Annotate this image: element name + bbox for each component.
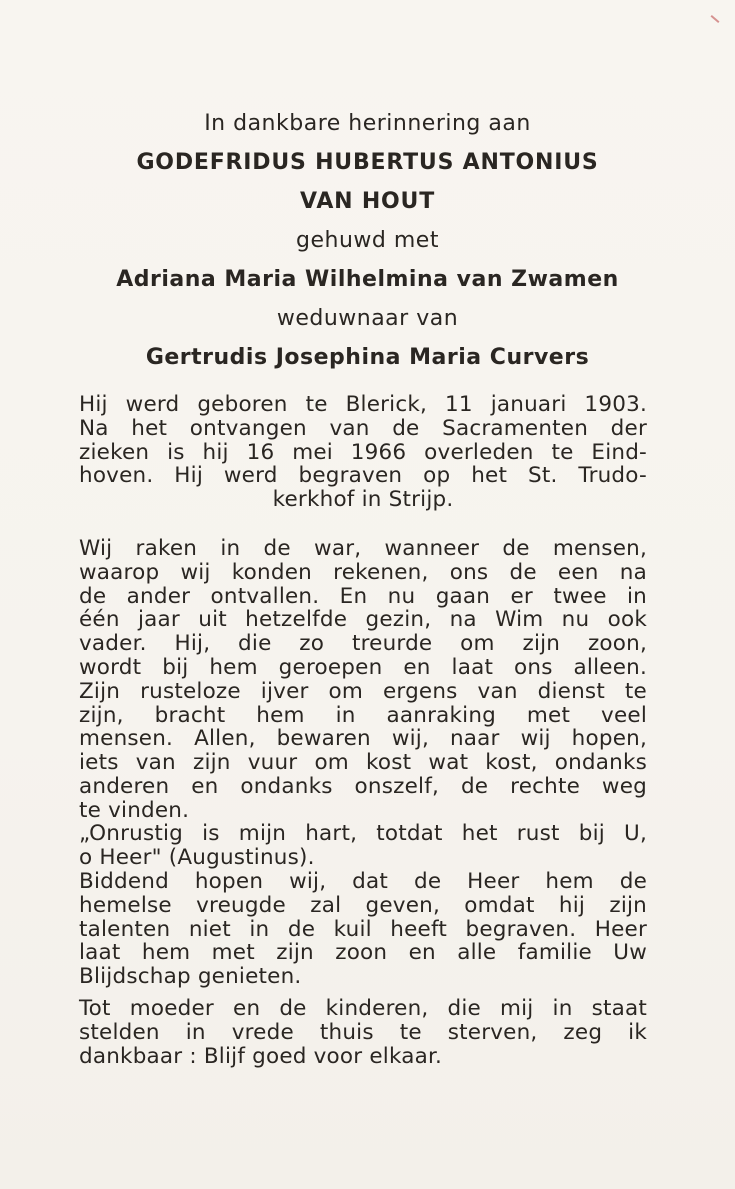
deceased-name: GODEFRIDUS HUBERTUS ANTONIUS	[136, 150, 599, 175]
farewell-paragraph	[79, 997, 647, 1068]
corner-mark	[711, 15, 720, 23]
spouse-name: Adriana Maria Wilhelmina van Zwamen	[116, 267, 619, 292]
text-line: Biddend hopen wij, dat de Heer hem de	[79, 869, 647, 894]
text-line: hemelse vreugde zal geven, omdat hij zijn	[79, 892, 647, 918]
text-line: anderen en ondanks onszelf, de rechte weg	[79, 773, 647, 799]
text-line: o Heer" (Augustinus).	[79, 844, 315, 870]
text-line: dankbaar : Blijf goed voor elkaar.	[79, 1043, 443, 1069]
text-line: „Onrustig is mijn hart, totdat het rust bij U,	[79, 821, 647, 846]
text-line: talenten niet in de kuil heeft begraven. Heer	[79, 916, 647, 942]
text-line: kerkhof in Strijp.	[272, 487, 454, 513]
quote-paragraph	[79, 822, 647, 870]
text-line: wordt bij hem geroepen en laat ons alleen.	[79, 654, 647, 680]
text-line: laat hem met zijn zoon en alle familie Uw	[79, 940, 647, 966]
text-line: stelden in vrede thuis te sterven, zeg ik	[79, 1019, 647, 1045]
text-line: hoven. Hij werd begraven op het St. Trudo-	[79, 463, 647, 489]
text-line: zijn, bracht hem in aanraking met veel	[79, 702, 647, 728]
intro-line: In dankbare herinnering aan	[204, 111, 531, 136]
text-line: Hij werd geboren te Blerick, 11 januari 1903.	[79, 392, 647, 417]
text-line: mensen. Allen, bewaren wij, naar wij hopen,	[79, 726, 647, 752]
deceased-surname: VAN HOUT	[299, 189, 436, 214]
text-line: Wij raken in de war, wanneer de mensen,	[79, 536, 647, 561]
reflection-paragraph	[79, 537, 647, 823]
married-label: gehuwd met	[296, 228, 439, 253]
text-line: zieken is hij 16 mei 1966 overleden te Eind-	[79, 439, 647, 465]
text-line: de ander ontvallen. En nu gaan er twee in	[79, 583, 647, 609]
text-line: één jaar uit hetzelfde gezin, na Wim nu ook	[79, 607, 647, 633]
text-line: Tot moeder en de kinderen, die mij in staat	[79, 996, 647, 1021]
text-line: iets van zijn vuur om kost wat kost, ondanks	[79, 750, 647, 776]
first-wife-name: Gertrudis Josephina Maria Curvers	[145, 345, 590, 370]
text-line: Na het ontvangen van de Sacramenten der	[79, 415, 647, 441]
prayer-paragraph	[79, 870, 647, 989]
text-line: Blijdschap genieten.	[79, 964, 302, 990]
text-line: waarop wij konden rekenen, ons de een na	[79, 559, 647, 585]
text-line: te vinden.	[79, 797, 190, 823]
biography-paragraph	[79, 393, 647, 512]
text-line: Zijn rusteloze ijver om ergens van dienst te	[79, 678, 647, 704]
text-line: vader. Hij, die zo treurde om zijn zoon,	[79, 631, 647, 657]
widower-label: weduwnaar van	[276, 306, 459, 331]
card-header	[0, 104, 735, 377]
